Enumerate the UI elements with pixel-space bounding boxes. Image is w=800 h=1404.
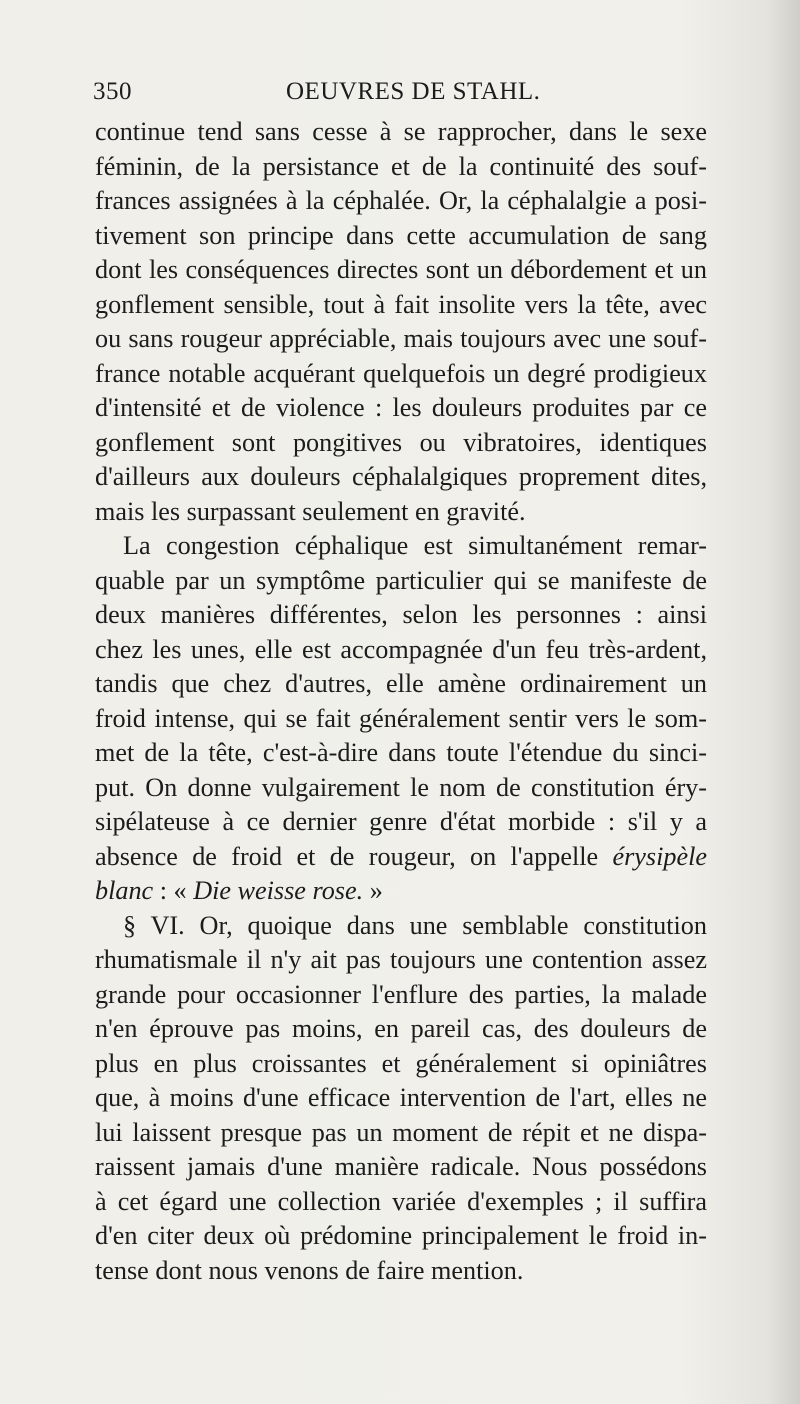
text-line: frances assignées à la céphalée. Or, la céphalalgie a posi- xyxy=(95,186,707,215)
text-line: quable par un symptôme particulier qui se manifeste de xyxy=(95,565,707,595)
text-line: mais les surpassant seulement en gravité. xyxy=(95,496,526,526)
text-line: dont les conséquences directes sont un débordement et un xyxy=(95,255,707,284)
text-line: chez les unes, elle est accompagnée d'un feu très-ardent, xyxy=(95,634,707,664)
italic-term: blanc xyxy=(95,876,154,905)
text-line: raissent jamais d'une manière radicale. Nous possédons xyxy=(95,1152,707,1181)
text-line: gonflement sont pongitives ou vibratoires, identiques xyxy=(95,427,707,457)
text-line: gonflement sensible, tout à fait insolite vers la tête, avec xyxy=(95,289,707,319)
text-line: féminin, de la persistance et de la continuité des souf- xyxy=(95,151,707,181)
text-line: grande pour occasionner l'enflure des parties, la malade xyxy=(95,979,707,1009)
page-number: 350 xyxy=(93,78,132,105)
text-line: ou sans rougeur appréciable, mais toujours avec une souf- xyxy=(95,324,707,353)
text-line: deux manières différentes, selon les personnes : ainsi xyxy=(95,600,707,629)
text-line: continue tend sans cesse à se rapprocher, dans le sexe xyxy=(95,117,707,146)
text-line: plus en plus croissantes et généralement si opiniâtres xyxy=(95,1048,707,1078)
text-segment: absence de froid et de rougeur, on l'appelle xyxy=(95,841,599,871)
body-text xyxy=(95,115,707,1288)
text-segment: : « xyxy=(153,876,194,905)
text-line: d'ailleurs aux douleurs céphalalgiques proprement dites, xyxy=(95,462,707,491)
text-segment: » xyxy=(363,876,383,905)
text-line: met de la tête, c'est-à-dire dans toute l'étendue du sinci- xyxy=(95,738,707,767)
text-line xyxy=(95,874,707,909)
text-line: put. On donne vulgairement le nom de constitution éry- xyxy=(95,772,707,802)
text-line xyxy=(95,840,707,875)
text-line: tense dont nous venons de faire mention. xyxy=(95,1255,524,1285)
text-line: rhumatismale il n'y ait pas toujours une contention assez xyxy=(95,945,707,974)
running-title: OEUVRES DE STAHL. xyxy=(286,78,541,105)
text-line: n'en éprouve pas moins, en pareil cas, des douleurs de xyxy=(95,1014,707,1043)
text-line: tandis que chez d'autres, elle amène ordinairement un xyxy=(95,669,707,698)
text-line: sipélateuse à ce dernier genre d'état morbide : s'il y a xyxy=(95,807,707,836)
text-line: à cet égard une collection variée d'exemples ; il suffira xyxy=(95,1186,707,1216)
text-line: La congestion céphalique est simultanément remar- xyxy=(123,531,707,560)
text-line: froid intense, qui se fait généralement sentir vers le som- xyxy=(95,703,707,733)
text-line: que, à moins d'une efficace intervention de l'art, elles ne xyxy=(95,1083,707,1112)
text-line: d'en citer deux où prédomine principalement le froid in- xyxy=(95,1221,707,1250)
running-head xyxy=(93,78,703,108)
italic-term: érysipèle xyxy=(612,841,707,871)
text-line: france notable acquérant quelquefois un degré prodigieux xyxy=(95,358,707,388)
text-line: lui laissent presque pas un moment de répit et ne dispa- xyxy=(95,1117,707,1147)
text-line: § VI. Or, quoique dans une semblable constitution xyxy=(123,910,707,940)
italic-quote: Die weisse rose. xyxy=(193,876,364,905)
text-line: tivement son principe dans cette accumulation de sang xyxy=(95,220,707,250)
text-line: d'intensité et de violence : les douleurs produites par ce xyxy=(95,393,707,422)
